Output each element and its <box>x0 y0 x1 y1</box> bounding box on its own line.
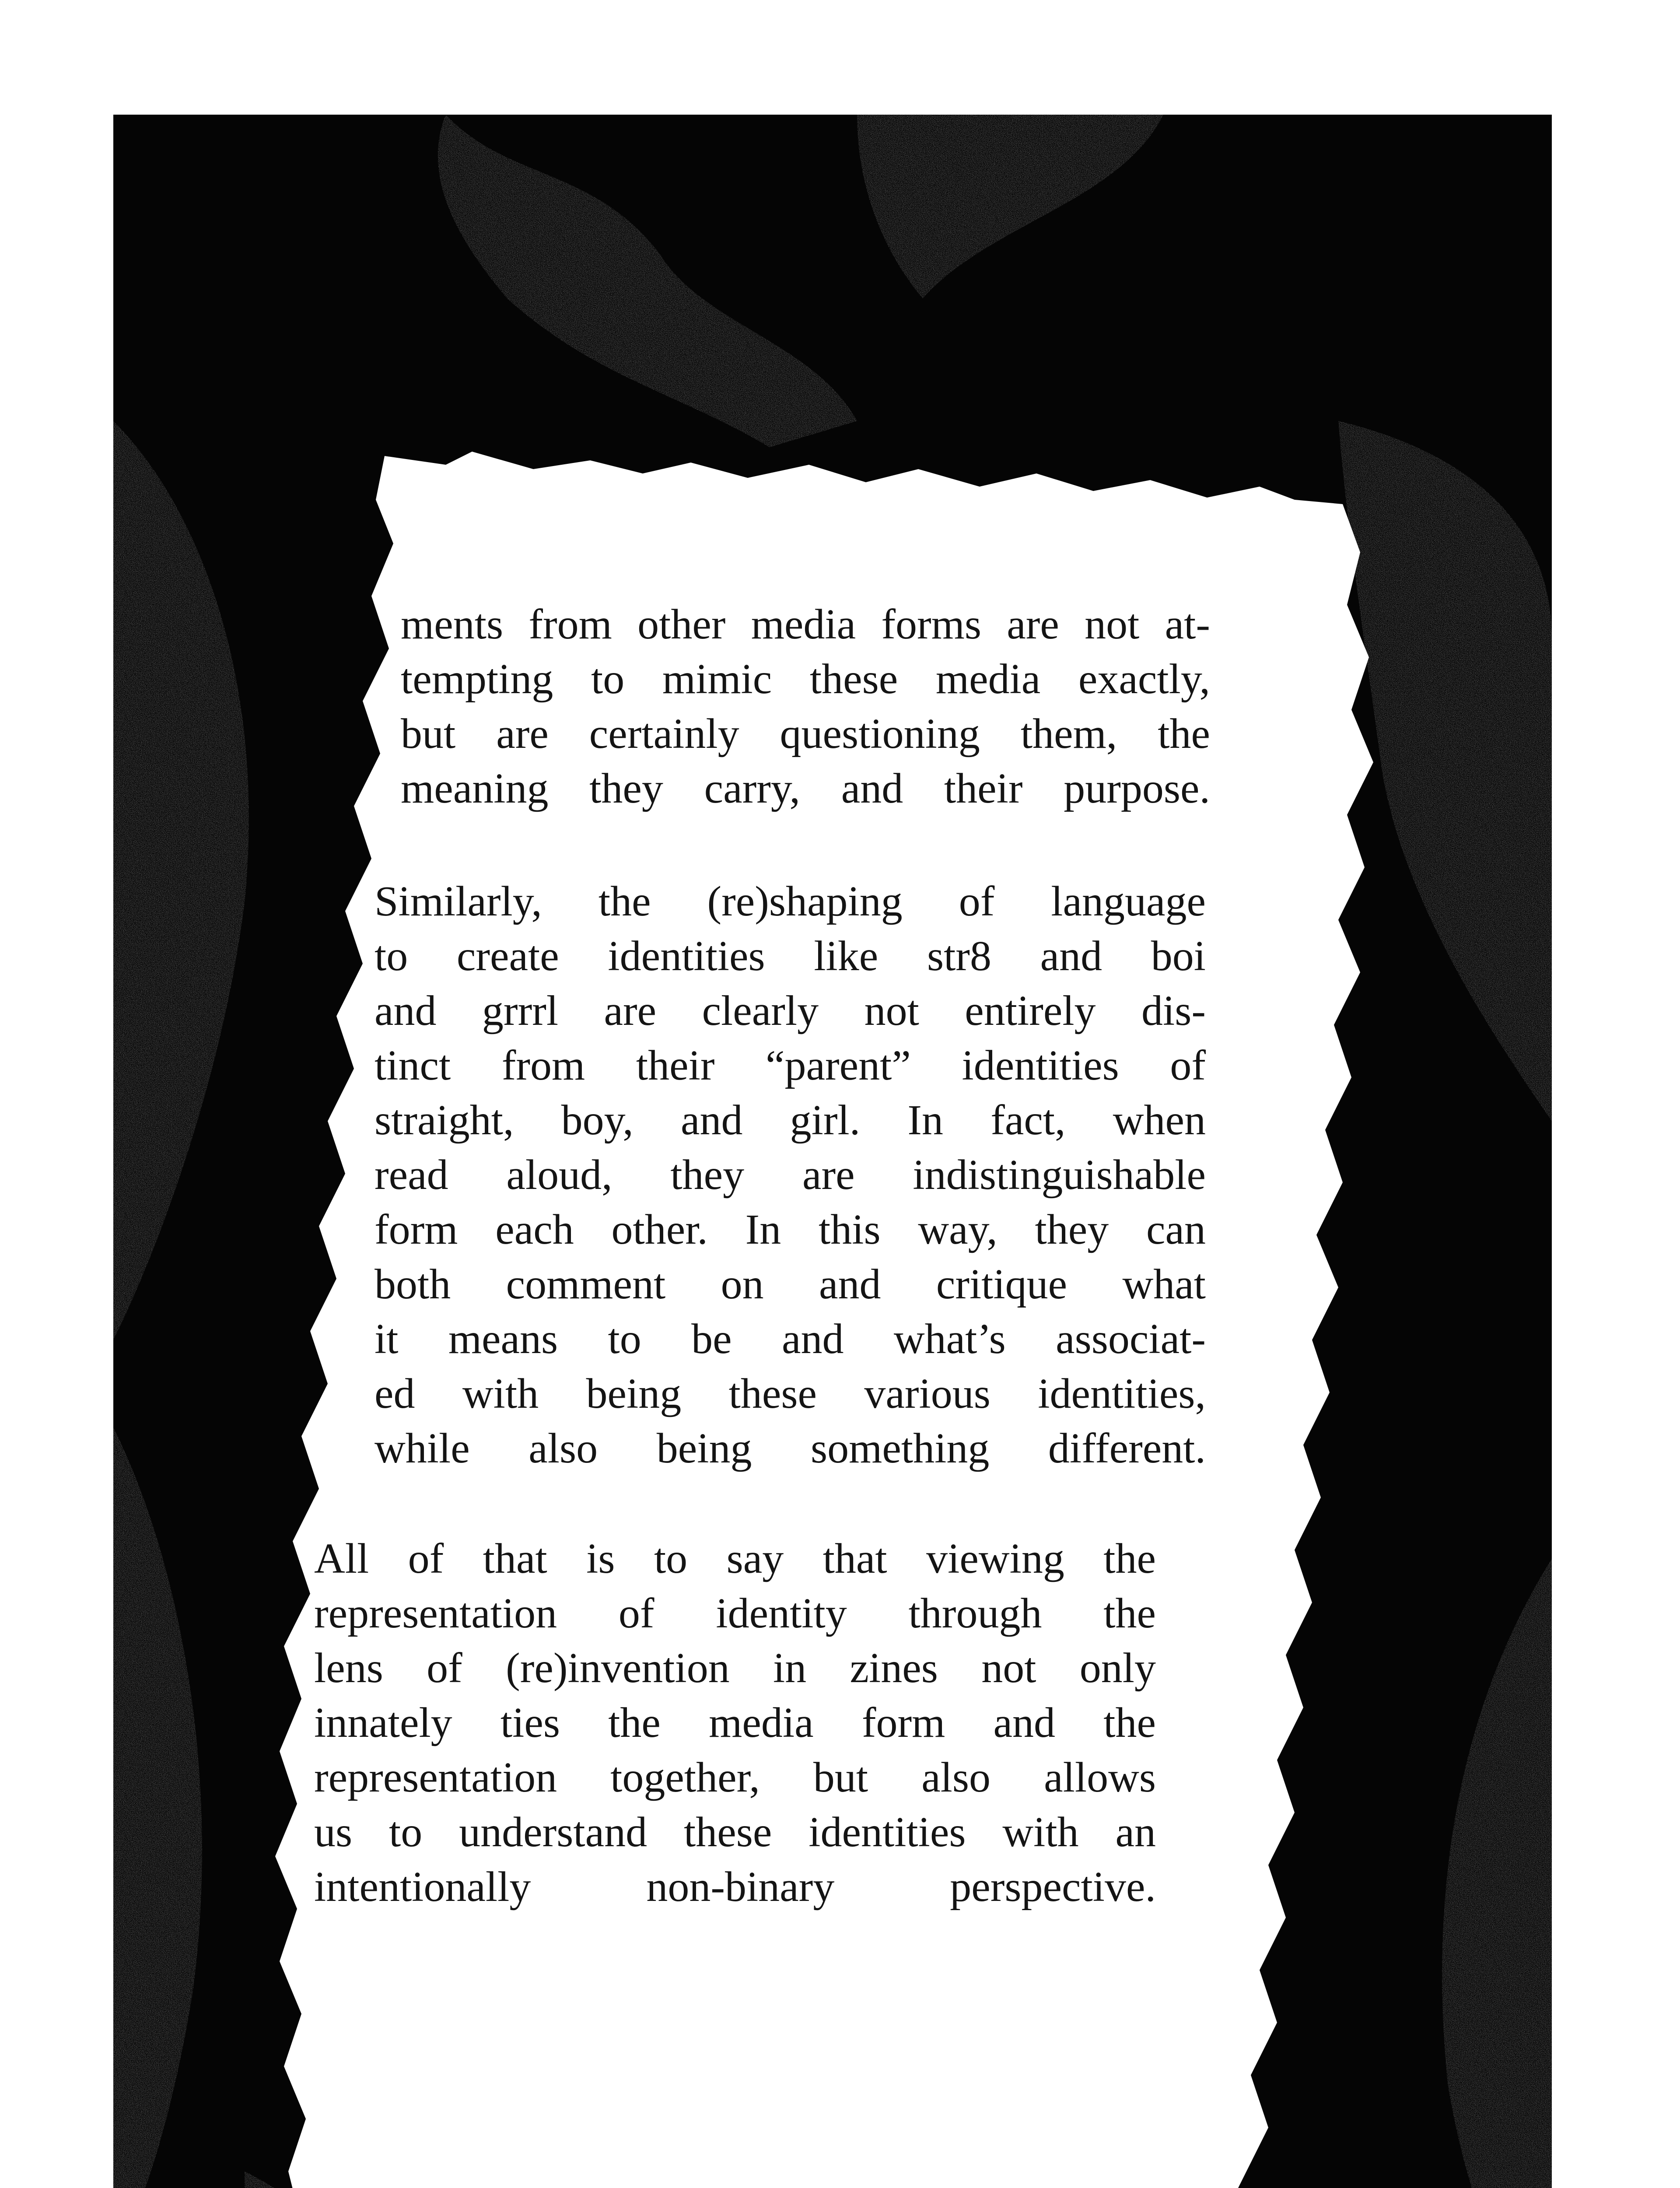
text-line: innately ties the media form and the <box>314 1699 1156 1746</box>
paragraph-1 <box>401 597 1210 816</box>
text-line: form each other. In this way, they can <box>374 1206 1206 1253</box>
text-line: meaning they carry, and their purpose. <box>401 765 1210 812</box>
text-line: us to understand these identities with an <box>314 1809 1156 1856</box>
text-line: representation together, but also allows <box>314 1754 1156 1801</box>
text-line: intentionally non-binary perspective. <box>314 1863 1156 1911</box>
text-line: tinct from their “parent” identities of <box>374 1042 1206 1089</box>
text-line: lens of (re)invention in zines not only <box>314 1645 1156 1692</box>
text-line: ed with being these various identities, <box>374 1370 1206 1417</box>
text-line: ments from other media forms are not at- <box>401 601 1210 648</box>
text-line: to create identities like str8 and boi <box>374 933 1206 980</box>
text-line: straight, boy, and girl. In fact, when <box>374 1097 1206 1144</box>
text-line: while also being something different. <box>374 1425 1206 1472</box>
paragraph-3 <box>314 1532 1156 1914</box>
text-line: read aloud, they are indistinguishable <box>374 1151 1206 1199</box>
text-line: but are certainly questioning them, the <box>401 710 1210 757</box>
text-line: and grrrl are clearly not entirely dis- <box>374 987 1206 1034</box>
text-line: Similarly, the (re)shaping of language <box>374 878 1206 925</box>
text-line: representation of identity through the <box>314 1590 1156 1637</box>
text-line: tempting to mimic these media exactly, <box>401 656 1210 703</box>
text-line: both comment on and critique what <box>374 1261 1206 1308</box>
text-line: All of that is to say that viewing the <box>314 1535 1156 1582</box>
paragraph-2 <box>374 874 1206 1476</box>
text-line: it means to be and what’s associat- <box>374 1315 1206 1363</box>
